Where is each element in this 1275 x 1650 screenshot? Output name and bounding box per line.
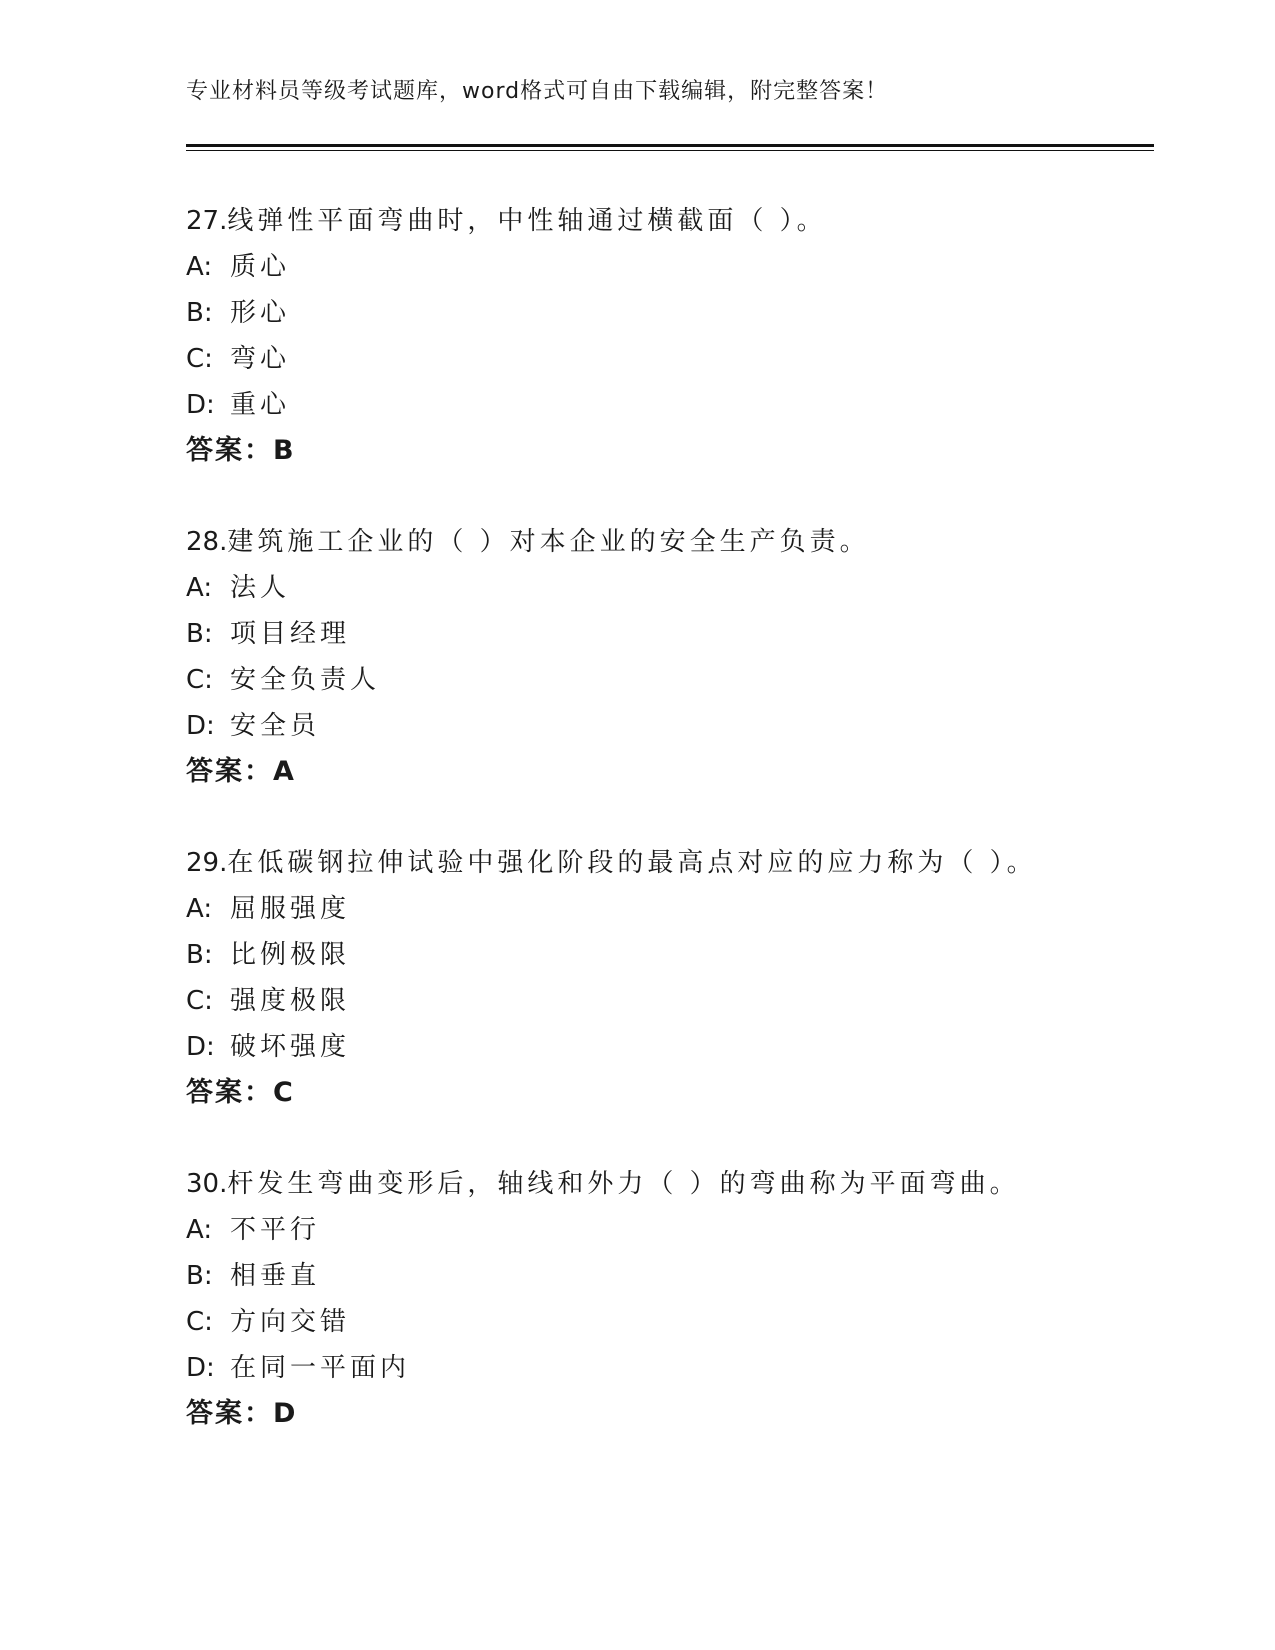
option-letter: D:	[186, 390, 215, 420]
option-letter: A:	[186, 252, 213, 282]
answer-value: D	[273, 1398, 296, 1429]
option-b	[186, 932, 1037, 978]
option-c	[186, 1299, 1020, 1345]
option-text: 在同一平面内	[230, 1353, 411, 1383]
option-letter: B:	[186, 298, 213, 328]
question-number: 30.	[186, 1169, 228, 1199]
option-text: 方向交错	[230, 1307, 351, 1337]
option-text: 破坏强度	[230, 1032, 351, 1062]
question-stem	[186, 1161, 1020, 1207]
option-text: 质心	[230, 252, 291, 282]
option-text: 法人	[230, 573, 291, 603]
answer-label: 答案：	[186, 1398, 273, 1429]
header-divider	[186, 144, 1154, 151]
question-30	[186, 1161, 1020, 1437]
option-letter: C:	[186, 1307, 213, 1337]
option-text: 重心	[230, 390, 291, 420]
option-text: 屈服强度	[230, 894, 351, 924]
option-letter: D:	[186, 1353, 215, 1383]
option-d	[186, 382, 827, 428]
answer	[186, 749, 870, 795]
question-stem	[186, 198, 827, 244]
option-text: 形心	[230, 298, 291, 328]
question-28	[186, 519, 870, 795]
option-text: 弯心	[230, 344, 291, 374]
question-text: 杆发生弯曲变形后，轴线和外力（ ）的弯曲称为平面弯曲。	[227, 1169, 1020, 1199]
option-letter: D:	[186, 1032, 215, 1062]
question-29	[186, 840, 1037, 1116]
option-letter: C:	[186, 344, 213, 374]
option-a	[186, 1207, 1020, 1253]
option-c	[186, 657, 870, 703]
option-text: 安全负责人	[230, 665, 381, 695]
option-text: 强度极限	[230, 986, 351, 1016]
option-letter: B:	[186, 1261, 213, 1291]
question-text: 在低碳钢拉伸试验中强化阶段的最高点对应的应力称为（ ）。	[227, 848, 1037, 878]
option-letter: A:	[186, 1215, 213, 1245]
answer	[186, 1070, 1037, 1116]
option-text: 比例极限	[230, 940, 351, 970]
question-27	[186, 198, 827, 474]
option-d	[186, 1345, 1020, 1391]
question-stem	[186, 519, 870, 565]
option-b	[186, 290, 827, 336]
page-header: 专业材料员等级考试题库，word格式可自由下载编辑，附完整答案！	[186, 79, 889, 104]
option-d	[186, 703, 870, 749]
answer-value: C	[273, 1077, 293, 1108]
question-number: 28.	[186, 527, 228, 557]
question-stem	[186, 840, 1037, 886]
option-text: 项目经理	[230, 619, 351, 649]
option-b	[186, 1253, 1020, 1299]
question-number: 29.	[186, 848, 228, 878]
question-text: 建筑施工企业的（ ）对本企业的安全生产负责。	[227, 527, 870, 557]
option-letter: B:	[186, 940, 213, 970]
option-letter: A:	[186, 894, 213, 924]
option-text: 安全员	[230, 711, 321, 741]
option-c	[186, 336, 827, 382]
option-letter: C:	[186, 986, 213, 1016]
answer-value: A	[273, 756, 294, 787]
option-c	[186, 978, 1037, 1024]
answer-label: 答案：	[186, 1077, 273, 1108]
option-letter: B:	[186, 619, 213, 649]
option-b	[186, 611, 870, 657]
question-text: 线弹性平面弯曲时，中性轴通过横截面（ ）。	[227, 206, 827, 236]
answer	[186, 1391, 1020, 1437]
option-d	[186, 1024, 1037, 1070]
option-letter: A:	[186, 573, 213, 603]
option-letter: D:	[186, 711, 215, 741]
answer-value: B	[273, 435, 294, 466]
option-text: 相垂直	[230, 1261, 321, 1291]
answer-label: 答案：	[186, 756, 273, 787]
answer-label: 答案：	[186, 435, 273, 466]
option-a	[186, 244, 827, 290]
answer	[186, 428, 827, 474]
option-a	[186, 886, 1037, 932]
option-letter: C:	[186, 665, 213, 695]
option-text: 不平行	[230, 1215, 321, 1245]
option-a	[186, 565, 870, 611]
question-number: 27.	[186, 206, 228, 236]
